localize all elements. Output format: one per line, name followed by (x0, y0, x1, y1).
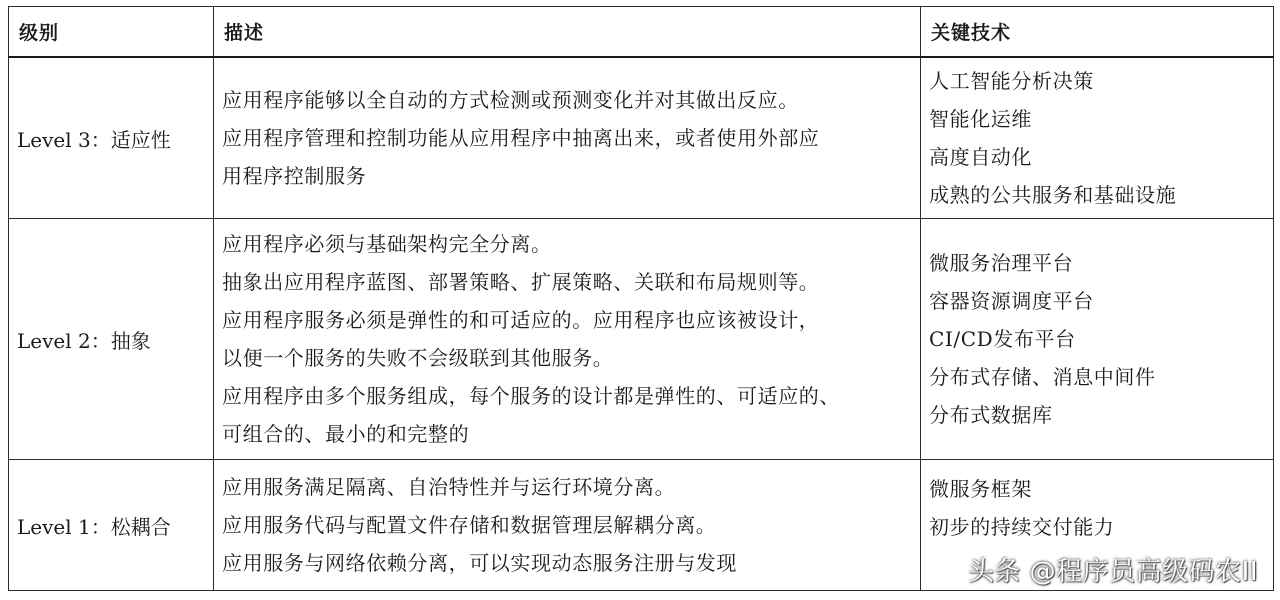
description-line: 应用服务与网络依赖分离，可以实现动态服务注册与发现 (222, 551, 737, 575)
tech-item: 分布式数据库 (929, 403, 1053, 427)
description-line: 应用服务代码与配置文件存储和数据管理层解耦分离。 (222, 513, 717, 537)
header-tech: 关键技术 (921, 7, 1274, 58)
maturity-table (8, 6, 1274, 591)
description-line: 应用服务满足隔离、自治特性并与运行环境分离。 (222, 475, 676, 499)
tech-cell (921, 57, 1274, 219)
tech-item: 初步的持续交付能力 (929, 515, 1115, 539)
tech-item: CI/CD发布平台 (929, 327, 1076, 351)
level-cell: Level 2：抽象 (9, 219, 214, 460)
level-cell: Level 1：松耦合 (9, 460, 214, 591)
description-line: 应用程序由多个服务组成，每个服务的设计都是弹性的、可适应的、 (222, 384, 840, 408)
tech-item: 人工智能分析决策 (929, 69, 1094, 93)
tech-item: 成熟的公共服务和基础设施 (929, 183, 1177, 207)
header-row (9, 7, 1274, 58)
tech-item: 分布式存储、消息中间件 (929, 365, 1156, 389)
tech-item: 容器资源调度平台 (929, 289, 1094, 313)
description-cell (214, 460, 921, 591)
tech-item: 智能化运维 (929, 107, 1032, 131)
table-row-level-2 (9, 219, 1274, 460)
description-line: 应用程序必须与基础架构完全分离。 (222, 232, 552, 256)
description-line: 应用程序能够以全自动的方式检测或预测变化并对其做出反应。 (222, 88, 799, 112)
watermark: 头条 @程序员高级码农II (967, 557, 1258, 587)
tech-item: 高度自动化 (929, 145, 1032, 169)
description-line: 以便一个服务的失败不会级联到其他服务。 (222, 346, 614, 370)
description-cell (214, 57, 921, 219)
tech-cell (921, 219, 1274, 460)
level-cell: Level 3：适应性 (9, 57, 214, 219)
header-level: 级别 (9, 7, 214, 58)
tech-item: 微服务框架 (929, 477, 1032, 501)
description-line: 可组合的、最小的和完整的 (222, 422, 470, 446)
description-line: 应用程序管理和控制功能从应用程序中抽离出来，或者使用外部应 (222, 126, 820, 150)
description-line: 用程序控制服务 (222, 164, 367, 188)
description-cell (214, 219, 921, 460)
header-description: 描述 (214, 7, 921, 58)
description-line: 应用程序服务必须是弹性的和可适应的。应用程序也应该被设计， (222, 308, 820, 332)
tech-item: 微服务治理平台 (929, 251, 1074, 275)
table-row-level-3 (9, 57, 1274, 219)
description-line: 抽象出应用程序蓝图、部署策略、扩展策略、关联和布局规则等。 (222, 270, 820, 294)
